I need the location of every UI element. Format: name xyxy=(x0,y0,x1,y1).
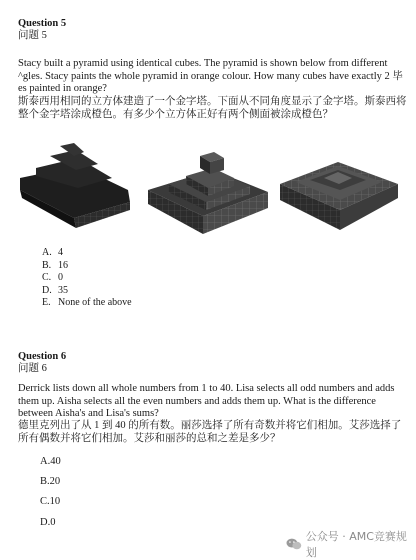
question-6-title-cn: 问题 6 xyxy=(18,363,47,374)
option-c-letter: C. xyxy=(42,272,52,283)
question-6-option-d[interactable]: D.0 xyxy=(40,517,56,528)
question-5-header xyxy=(18,18,66,42)
pyramid-view-isometric xyxy=(148,152,268,234)
question-6-text-en: Derrick lists down all whole numbers from 1 to 40. Lisa selects all odd numbers and adds them up. Aisha selects all the even numbers and adds them up. What is the difference between Aisha's and Lisa's sums? xyxy=(18,383,395,419)
option-d-letter: D. xyxy=(42,284,52,296)
question-6-option-a[interactable]: A.40 xyxy=(40,456,61,467)
option-b[interactable] xyxy=(42,260,132,273)
question-5-text-cn: 斯泰西用相同的立方体建造了一个金字塔。下面从不同角度显示了金字塔。斯泰西将 整个金字塔涂成橙色。有多少个立方体正好有两个侧面被涂成橙色？ xyxy=(18,96,407,120)
pyramid-view-top xyxy=(280,162,398,230)
option-b-letter: B. xyxy=(42,259,52,271)
watermark xyxy=(286,528,416,560)
option-d-text: 35 xyxy=(58,284,68,296)
option-d[interactable] xyxy=(42,285,132,298)
pyramid-view-side xyxy=(20,143,130,228)
question-6-title: Question 6 xyxy=(18,351,67,362)
option-c-text: 0 xyxy=(58,272,63,283)
question-5-title: Question 5 xyxy=(18,18,67,29)
question-5-title-cn: 问题 5 xyxy=(18,30,47,41)
option-e-text: None of the above xyxy=(58,297,132,308)
option-a-text: 4 xyxy=(58,247,63,258)
question-6-header xyxy=(18,351,66,375)
option-b-text: 16 xyxy=(58,259,68,271)
option-c[interactable] xyxy=(42,272,132,285)
question-6-text-cn: 德里克列出了从 1 到 40 的所有数。丽莎选择了所有奇数并将它们相加。艾莎选择了所有偶数并将它们相加。艾莎和丽莎的总和之差是多少？ xyxy=(18,420,402,444)
watermark-text: 公众号 · AMC竞赛规划 xyxy=(305,530,407,559)
option-e-letter: E. xyxy=(42,297,51,308)
wechat-icon xyxy=(286,538,302,550)
option-a-letter: A. xyxy=(42,247,52,258)
option-e[interactable] xyxy=(42,297,132,310)
question-6-option-c[interactable]: C.10 xyxy=(40,496,61,507)
question-6-option-b[interactable]: B.20 xyxy=(40,476,61,487)
pyramid-figure xyxy=(18,138,400,238)
question-5-text-en: Stacy built a pyramid using identical cubes. The pyramid is shown below from different ^gles. Stacy paints the whole pyramid in orange colour. How many cubes have exactly 2 毕 es painted in orange? xyxy=(18,58,403,94)
question-5-options xyxy=(42,247,132,310)
option-a[interactable] xyxy=(42,247,132,260)
